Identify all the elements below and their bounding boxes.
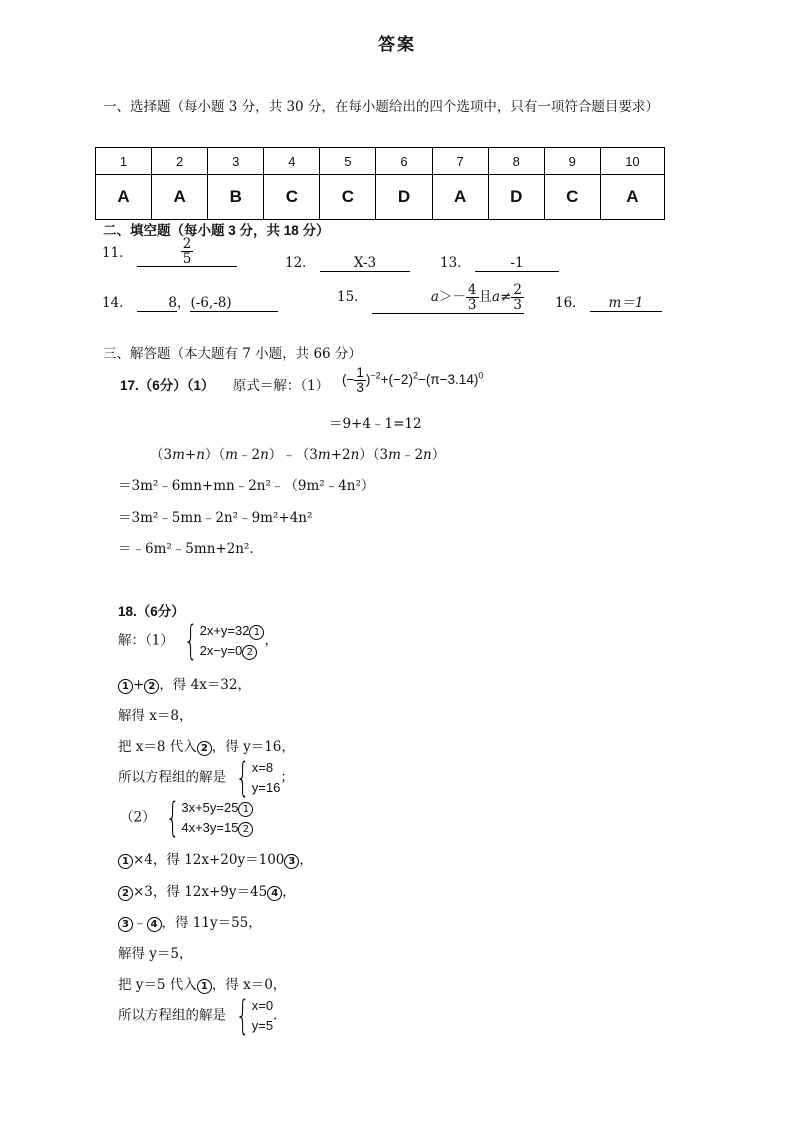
q18-step3-b: ，得 y＝16， (211, 739, 295, 755)
q18-step3-a: 把 x＝8 代入 (118, 739, 197, 755)
q15 (337, 283, 524, 314)
circled-3-icon: 3 (284, 854, 299, 869)
q17-line2-segment: ） (431, 447, 446, 463)
circled-2-icon: 2 (238, 822, 253, 837)
q18-number: 18.（6分） (118, 604, 185, 619)
q14-answer-a: 8 (137, 295, 177, 312)
q17-line2-segment: ）（3 (359, 447, 389, 463)
q17-expression (342, 366, 483, 395)
q17-line2-segment: m (317, 447, 331, 463)
q17-line2-segment: ﹣2 (237, 447, 261, 463)
circled-1-icon: 1 (238, 802, 253, 817)
q17-fraction (354, 366, 366, 395)
q11-denominator: 5 (182, 251, 192, 268)
answer-table-number-cell: 6 (376, 148, 432, 175)
q18-step3 (118, 735, 295, 756)
q15-den1: 3 (467, 297, 477, 314)
q15-var-a: a (430, 289, 439, 306)
q17-p1: ) (365, 372, 371, 388)
q11-numerator: 2 (182, 236, 192, 252)
circled-1-icon: 1 (249, 625, 264, 640)
q18-step6-text: ，得 11y＝55， (161, 915, 262, 931)
answer-table-answer-cell: A (96, 175, 152, 220)
q18-sol2-y: y=5 (251, 1018, 274, 1033)
answer-table-answer-cell: D (376, 175, 432, 220)
q18-sol1-x: x=8 (251, 760, 274, 775)
left-brace-icon: { (236, 755, 251, 801)
page-title: 答案 (378, 35, 416, 55)
q18-solution1: 所以方程组的解是 { x=8 y=16 ； (118, 755, 294, 801)
q17-line2-segment: n (196, 447, 205, 463)
q17-line2-segment: n (423, 447, 432, 463)
q15-fraction2 (511, 283, 524, 312)
q18-step1-text: ，得 4x＝32， (159, 677, 251, 693)
q18-solution1-brace (230, 755, 281, 801)
answer-table-answer-cell: A (432, 175, 488, 220)
q18-system1: 解：（1） { 2x+y=32 1 2x−y=0 2 ， (118, 618, 278, 664)
q17-line2 (150, 443, 445, 463)
q12-number: 12． (285, 255, 316, 271)
q18-step5: 2 ×3，得 12x+9y＝45 4 ， (118, 880, 296, 901)
circled-4-icon: 4 (147, 917, 162, 932)
answer-table-answer-cell: B (208, 175, 264, 220)
q17-e2: 2 (412, 370, 418, 381)
q17-num: 1 (356, 365, 364, 380)
q17-p2: +(−2) (380, 372, 413, 388)
q17-line4: ＝3m²﹣5mn﹣2n²﹣9m²+4n² (118, 510, 313, 526)
q18-step8-b: ，得 x＝0， (211, 977, 287, 993)
q18-s2-intro: （2） (120, 809, 156, 826)
circled-4-icon: 4 (267, 886, 282, 901)
circled-2-icon: 2 (242, 645, 257, 660)
circled-2-icon: 2 (197, 741, 212, 756)
q15-number: 15． (337, 289, 368, 306)
answer-table-number-cell: 2 (152, 148, 208, 175)
q17-line3: ＝3m²﹣6mn+mn﹣2n²﹣（9m²﹣4n²） (118, 478, 375, 494)
q18-eq4: 4x+3y=15 (181, 820, 239, 835)
q15-num1: 4 (467, 282, 477, 298)
q11-number: 11． (102, 245, 133, 262)
q15-ne: ≠ (500, 289, 512, 306)
q17-open: (− (342, 372, 355, 388)
q17-line2-segment: ﹣2 (400, 447, 424, 463)
q15-var-a2: a (492, 289, 501, 306)
q17-line2-segment: ）﹣（3 (268, 447, 318, 463)
q15-num2: 2 (513, 282, 522, 298)
q11-answer-blank (137, 237, 237, 267)
circled-1-icon: 1 (118, 854, 133, 869)
q14-number: 14． (102, 295, 133, 311)
q18-s1-intro: 解：（1） (118, 632, 174, 649)
left-brace-icon: { (236, 993, 251, 1039)
q17-p3: −(π−3.14) (417, 372, 479, 388)
answer-table-numbers-row (96, 148, 665, 175)
q15-gt: ＞－ (438, 289, 466, 306)
section2-heading: 二、填空题（每小题 3 分，共 18 分） (103, 223, 330, 238)
q16-answer: m＝1 (590, 291, 662, 312)
q16-number: 16． (555, 295, 586, 311)
section3-heading: 三、解答题（本大题有 7 小题，共 66 分） (103, 346, 362, 362)
q17-intro: 原式＝解：（1） (232, 378, 330, 394)
q18-solution2-brace (230, 993, 274, 1039)
q11 (102, 236, 237, 269)
answer-table (95, 147, 665, 220)
q18-sol1-y: y=16 (251, 780, 281, 795)
q17-line2-segment: m (225, 447, 238, 463)
q18-step8-a: 把 y＝5 代入 (118, 977, 197, 993)
q18-eq2: 2x−y=0 (199, 643, 243, 658)
q17-den: 3 (356, 380, 364, 396)
q18-step4-text: ×4，得 12x+20y＝100 (133, 852, 285, 868)
answer-table-answer-cell: A (152, 175, 208, 220)
q18-step4: 1 ×4，得 12x+20y＝100 3 ， (118, 848, 313, 869)
q18-solution2: 所以方程组的解是 { x=0 y=5 . (118, 993, 278, 1039)
circled-2-icon: 2 (144, 679, 159, 694)
q17-e3: 0 (478, 370, 484, 381)
circled-2-icon: 2 (118, 886, 133, 901)
answer-table-number-cell: 10 (600, 148, 664, 175)
q18-step5-text: ×3，得 12x+9y＝45 (133, 884, 268, 900)
q18-step1: 1 + 2 ，得 4x＝32， (118, 673, 251, 694)
answer-table-number-cell: 9 (544, 148, 600, 175)
q18-system2-brace (160, 795, 254, 841)
answer-table-number-cell: 8 (488, 148, 544, 175)
q14: 14． 8，(-6,-8) (102, 291, 278, 312)
answer-table-number-cell: 5 (320, 148, 376, 175)
answer-table-answer-cell: C (320, 175, 376, 220)
q18-sol2-x: x=0 (251, 998, 274, 1013)
left-brace-icon: { (165, 795, 180, 841)
q16 (555, 291, 662, 312)
answer-table-number-cell: 4 (264, 148, 320, 175)
answer-table-number-cell: 3 (208, 148, 264, 175)
q15-answer (372, 283, 524, 314)
answer-table-answer-cell: C (544, 175, 600, 220)
q14-answer-b: (-6,-8) (190, 295, 278, 312)
circled-3-icon: 3 (118, 917, 133, 932)
q18-step6: 3 ﹣ 4 ，得 11y＝55， (118, 911, 262, 932)
q18-sol2-intro: 所以方程组的解是 (118, 1007, 226, 1024)
q13 (440, 251, 559, 272)
q18-sol1-intro: 所以方程组的解是 (118, 769, 226, 786)
answer-table-answer-cell: D (488, 175, 544, 220)
q18-step7: 解得 y＝5， (118, 946, 193, 962)
q15-fraction1 (466, 283, 479, 312)
q17-line2-segment: （3 (150, 447, 173, 463)
q17-e1: −2 (370, 370, 381, 381)
q13-number: 13． (440, 255, 471, 271)
q13-answer: -1 (475, 255, 559, 272)
section1-heading: 一、选择题（每小题 3 分，共 30 分，在每小题给出的四个选项中，只有一项符合题目要求） (103, 99, 659, 115)
q17-line2-segment: m (172, 447, 185, 463)
q18-system2 (120, 795, 253, 841)
q12 (285, 251, 410, 272)
answer-table-number-cell: 1 (96, 148, 152, 175)
q11-fraction (181, 237, 194, 266)
q17-line2-segment: n (350, 447, 360, 463)
q18-step8 (118, 973, 286, 994)
q18-eq1: 2x+y=32 (199, 623, 250, 638)
q15-and: 且 (478, 289, 493, 306)
q17-line2-segment: + (184, 447, 197, 463)
circled-1-icon: 1 (118, 679, 133, 694)
q15-den2: 3 (513, 297, 522, 314)
q17-line2-segment: ）（ (204, 447, 226, 463)
circled-1-icon: 1 (197, 979, 212, 994)
answer-table-answers-row (96, 175, 665, 220)
q18-step2: 解得 x＝8， (118, 708, 193, 724)
q18-eq3: 3x+5y=25 (181, 800, 239, 815)
q17-label (120, 374, 329, 394)
q12-answer: X-3 (320, 255, 410, 272)
q17-line2-segment: n (260, 447, 269, 463)
q17-line5: ＝﹣6m²﹣5mn+2n². (118, 541, 254, 557)
q17-line2-segment: m (388, 447, 401, 463)
left-brace-icon: { (183, 618, 198, 664)
answer-table-number-cell: 7 (432, 148, 488, 175)
q17-number: 17.（6分）（1） (120, 378, 215, 393)
q17-line2-segment: +2 (330, 447, 351, 463)
q17-result1: ＝9+4﹣1=12 (329, 416, 422, 432)
answer-table-answer-cell: A (600, 175, 664, 220)
answer-table-answer-cell: C (264, 175, 320, 220)
